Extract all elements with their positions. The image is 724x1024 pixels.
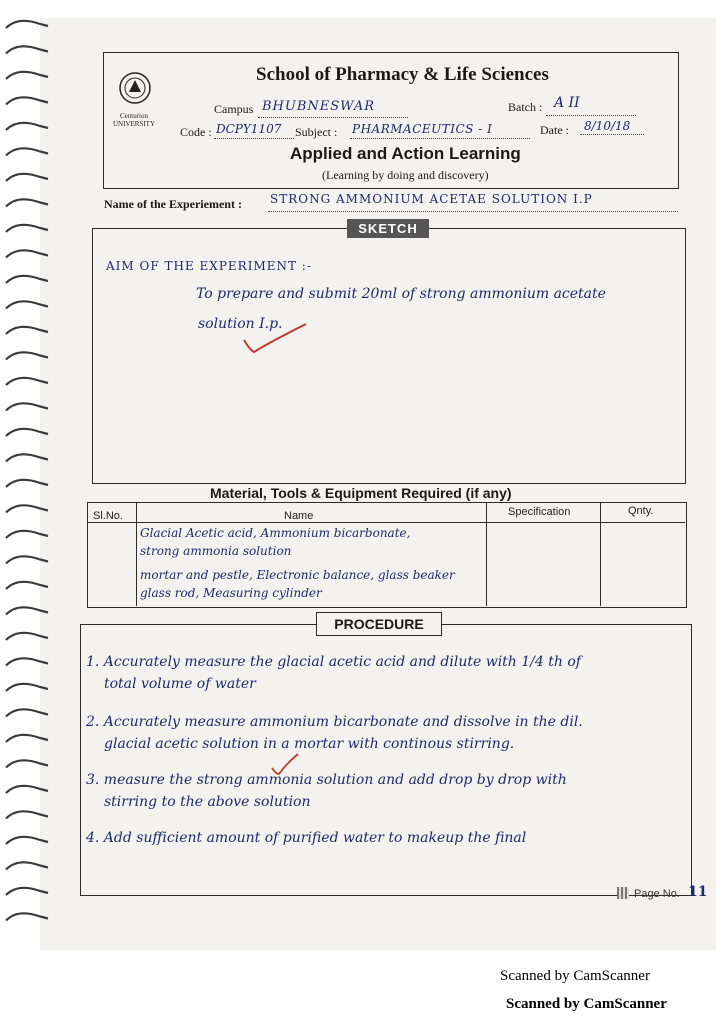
campus-line	[258, 117, 408, 118]
spiral-coil	[6, 327, 48, 334]
batch-value: A II	[554, 95, 580, 111]
material-line-1: Glacial Acetic acid, Ammonium bicarbonate,	[140, 526, 411, 540]
procedure-step-1-line-1: 1. Accurately measure the glacial acetic acid and dilute with 1/4 th of	[86, 654, 581, 670]
camscanner-watermark-2: Scanned by CamScanner	[506, 996, 667, 1012]
spiral-coil	[6, 454, 48, 461]
spiral-coil	[6, 225, 48, 232]
spiral-coil	[6, 913, 48, 920]
col-divider-3	[600, 503, 601, 606]
aim-line-2: solution I.p.	[198, 316, 283, 332]
spiral-coil	[6, 658, 48, 665]
page-qr-icon	[617, 887, 629, 899]
school-name: School of Pharmacy & Life Sciences	[256, 64, 549, 85]
material-line-2: strong ammonia solution	[140, 544, 292, 558]
col-header-specification: Specification	[508, 506, 571, 518]
aim-heading: AIM OF THE EXPERIMENT :-	[106, 259, 312, 273]
date-value: 8/10/18	[584, 119, 631, 133]
materials-header-divider	[88, 522, 685, 523]
spiral-coil	[6, 888, 48, 895]
spiral-coil	[6, 276, 48, 283]
page-number: 11	[688, 884, 708, 900]
campus-value: BHUBNESWAR	[262, 99, 376, 114]
procedure-step-1-line-2: total volume of water	[104, 676, 256, 692]
spiral-coil	[6, 480, 48, 487]
procedure-step-4-line-1: 4. Add sufficient amount of purified water to makeup the final	[86, 830, 527, 846]
spiral-coil	[6, 352, 48, 359]
university-logo	[112, 70, 158, 110]
spiral-coil	[6, 429, 48, 436]
logo-text: Centurion UNIVERSITY	[113, 112, 155, 128]
spiral-coil	[6, 582, 48, 589]
col-header-slno: Sl.No.	[93, 510, 123, 522]
spiral-coil	[6, 378, 48, 385]
page-label: Page No.	[634, 888, 680, 900]
spiral-coil	[6, 174, 48, 181]
col-divider-1	[136, 503, 137, 606]
spiral-coil	[6, 811, 48, 818]
spiral-coil	[6, 633, 48, 640]
program-subtitle: (Learning by doing and discovery)	[322, 168, 489, 182]
spiral-binding	[0, 10, 70, 940]
material-line-4: glass rod, Measuring cylinder	[140, 586, 322, 600]
subject-label: Subject :	[295, 125, 338, 139]
date-label: Date :	[540, 123, 569, 137]
campus-label: Campus	[214, 102, 254, 116]
aim-line-1: To prepare and submit 20ml of strong ammonium acetate	[196, 286, 606, 302]
spiral-coil	[6, 505, 48, 512]
sketch-tag: SKETCH	[347, 219, 429, 238]
material-line-3: mortar and pestle, Electronic balance, glass beaker	[140, 568, 455, 582]
code-line	[214, 138, 294, 139]
procedure-step-2-line-1: 2. Accurately measure ammonium bicarbonate and dissolve in the dil.	[86, 714, 583, 730]
batch-label: Batch :	[508, 100, 543, 114]
code-value: DCPY1107	[216, 122, 282, 136]
margin-tick	[270, 752, 300, 776]
procedure-step-3-line-2: stirring to the above solution	[104, 794, 311, 810]
col-header-qnty: Qnty.	[628, 505, 654, 517]
spiral-coil	[6, 837, 48, 844]
spiral-coil	[6, 301, 48, 308]
spiral-coil	[6, 760, 48, 767]
subject-value: PHARMACEUTICS - I	[352, 122, 493, 136]
materials-title: Material, Tools & Equipment Required (if any)	[210, 485, 512, 501]
spiral-coil	[6, 123, 48, 130]
experiment-label: Name of the Experiement :	[104, 197, 242, 211]
experiment-value: STRONG AMMONIUM ACETAE SOLUTION I.P	[270, 192, 593, 206]
program-title: Applied and Action Learning	[290, 144, 521, 163]
spiral-coil	[6, 403, 48, 410]
col-header-name: Name	[284, 510, 314, 522]
spiral-coil	[6, 97, 48, 104]
spiral-coil	[6, 199, 48, 206]
spiral-coil	[6, 46, 48, 53]
spiral-coil	[6, 709, 48, 716]
spiral-coil	[6, 531, 48, 538]
code-label: Code :	[180, 125, 212, 139]
subject-line	[350, 138, 530, 139]
spiral-coil	[6, 21, 48, 28]
spiral-coil	[6, 684, 48, 691]
batch-line	[546, 115, 636, 116]
spiral-coil	[6, 786, 48, 793]
procedure-step-2-line-2: glacial acetic solution in a mortar with continous stirring.	[104, 736, 515, 752]
procedure-tag: PROCEDURE	[316, 612, 442, 636]
experiment-line	[268, 211, 678, 212]
col-divider-2	[486, 503, 487, 606]
spiral-coil	[6, 148, 48, 155]
spiral-coil	[6, 250, 48, 257]
date-line	[580, 134, 644, 135]
camscanner-watermark-1: Scanned by CamScanner	[500, 968, 650, 984]
check-mark	[240, 320, 310, 356]
spiral-coil	[6, 735, 48, 742]
spiral-coil	[6, 72, 48, 79]
spiral-coil	[6, 556, 48, 563]
procedure-step-3-line-1: 3. measure the strong ammonia solution and add drop by drop with	[86, 772, 567, 788]
spiral-coil	[6, 607, 48, 614]
spiral-coil	[6, 862, 48, 869]
